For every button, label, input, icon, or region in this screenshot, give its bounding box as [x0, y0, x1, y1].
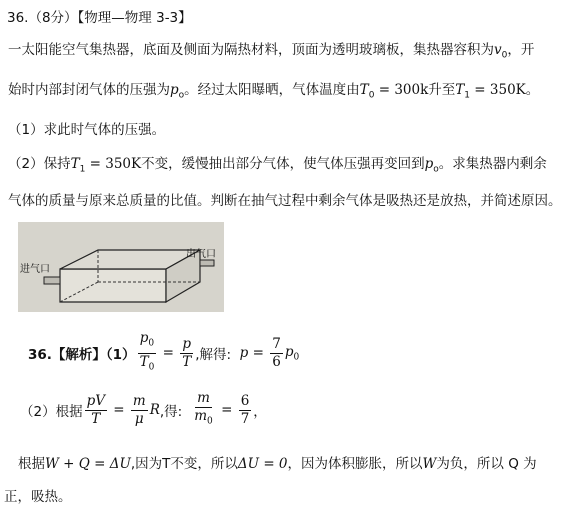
collector-diagram [18, 222, 224, 312]
problem-line-2: 始时内部封闭气体的压强为$p_o$。经过太阳曝晒，气体温度由$T_0 = 300k$升至$T_1 = 350K$。 [8, 82, 540, 101]
fraction-pv-t: $\frac{pV}{T}$ [86, 392, 105, 427]
fraction-7-6: $\frac{7}{6}$ [272, 335, 281, 370]
question-2-line-2: 气体的质量与原来总质量的比值。判断在抽气过程中剩余气体是吸热还是放热，并简述原因。 [8, 193, 562, 209]
box-front-face [60, 269, 166, 302]
fraction-p0-t0: $\frac{p_0}{T_0}$ [139, 330, 155, 373]
solution-step-1: 36.【解析】（1） $\frac{p_0}{T_0}$ = $\frac{p}{T}$ ,解得: p = $\frac{7}{6}$ $p_0$ [28, 330, 299, 376]
question-1: （1）求此时气体的压强。 [8, 122, 166, 138]
collector-figure [18, 222, 224, 312]
inlet-label: 进气口 [20, 264, 50, 275]
fraction-p-t: $\frac{p}{T}$ [182, 335, 192, 370]
outlet-label: 出气口 [186, 249, 216, 260]
solution-step-3-line-2: 正，吸热。 [4, 489, 72, 505]
fraction-6-7: $\frac{6}{7}$ [240, 392, 250, 427]
problem-line-1: 一太阳能空气集热器，底面及侧面为隔热材料，顶面为透明玻璃板，集热器容积为$v_0$，开 [8, 42, 535, 61]
fraction-m-m0: $\frac{m}{m_0}$ [194, 390, 213, 427]
inlet-pipe [44, 277, 60, 284]
outlet-pipe [200, 260, 214, 266]
problem-header: 36.（8分）【物理—物理 3-3】 [7, 10, 192, 26]
solution-step-3-line-1: 根据W + Q = ΔU,因为T不变，所以ΔU = 0，因为体积膨胀，所以W为负，所以 Q 为 [18, 456, 537, 472]
question-2-line-1: （2）保持$T_1 = 350K$不变，缓慢抽出部分气体，使气体压强再变回到$p_o$。求集热器内剩余 [8, 156, 547, 175]
solution-step-2: （2）根据 $\frac{pV}{T}$ = $\frac{m}{\mu}$ R ,得: $\frac{m}{m_0}$ = $\frac{6}{7}$ ， [20, 390, 267, 431]
fraction-m-mu: $\frac{m}{\mu}$ [132, 392, 146, 427]
